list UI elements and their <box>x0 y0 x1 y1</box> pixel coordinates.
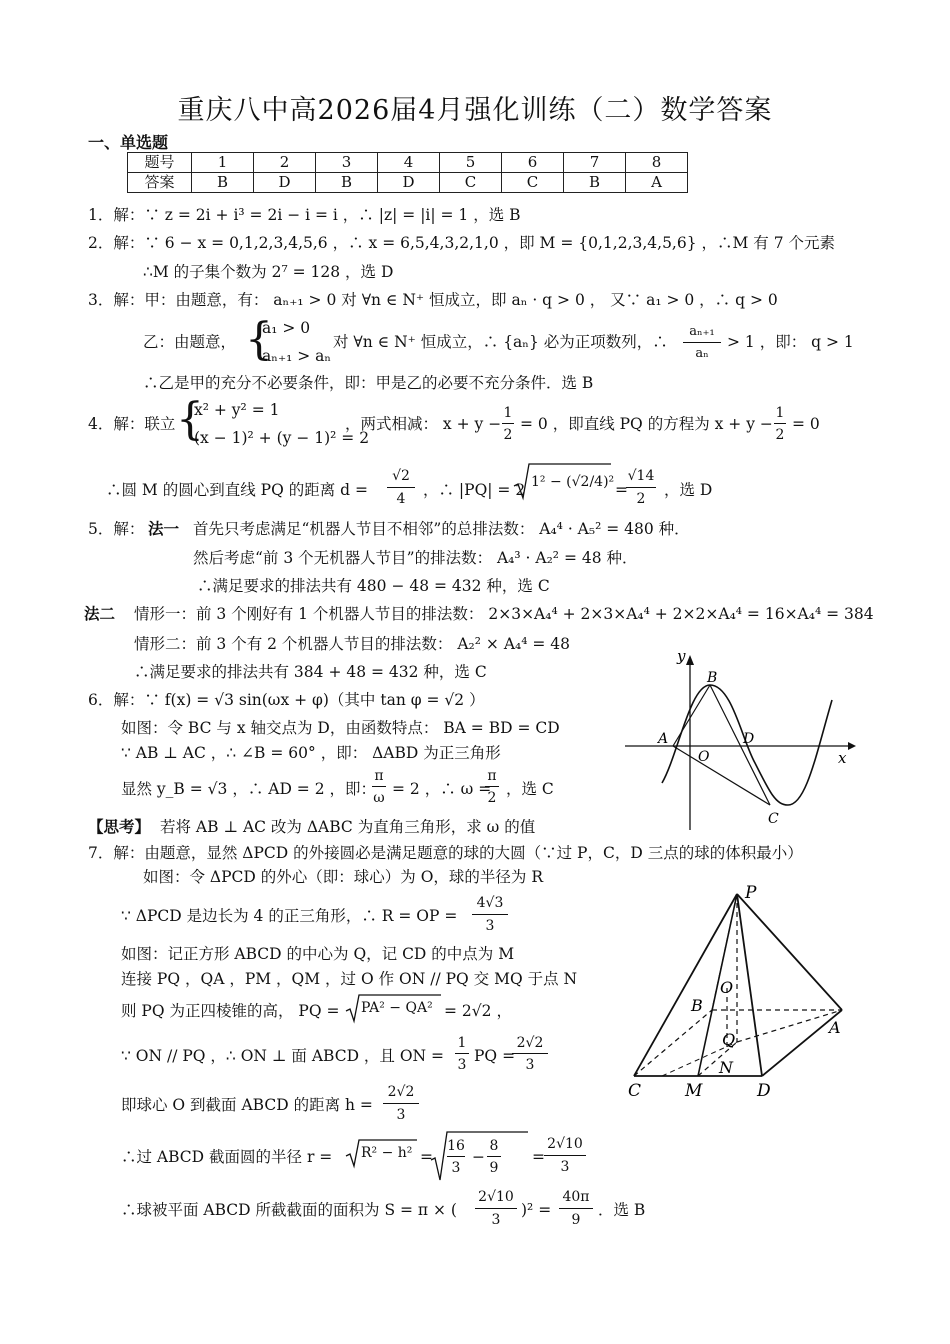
method-two-label: 法二 <box>84 604 116 623</box>
fraction-denominator: 2 <box>775 427 785 443</box>
q7-line-10-pre: ∴球被平面 ABCD 所截截面的面积为 S = π × ( <box>121 1201 457 1219</box>
q7-line-6-end: = 2√2 ， <box>444 1002 512 1020</box>
fraction-denominator: 9 <box>571 1212 581 1228</box>
q7-line-9-pre: ∴过 ABCD 截面圆的半径 r = <box>121 1148 333 1166</box>
label-x: x <box>838 749 847 767</box>
fraction-numerator: 2√2 <box>516 1035 544 1051</box>
q1-line: 1．解：∵ z = 2i + i³ = 2i − i = i ，∴ |z| = |i| = 1 ，选 B <box>88 206 521 224</box>
fraction-numerator: √14 <box>627 468 655 484</box>
q4-line-2-mid: ，∴ |PQ| = 2 <box>423 481 526 499</box>
fraction-bar <box>559 1208 593 1209</box>
label-o: O <box>720 978 734 997</box>
q6-line-5: 若将 AB ⊥ AC 改为 ΔABC 为直角三角形，求 ω 的值 <box>160 818 536 836</box>
q4-system-2: (x − 1)² + (y − 1)² = 2 <box>194 429 370 447</box>
fraction-bar <box>774 423 786 424</box>
edge-pa <box>737 894 842 1010</box>
fraction-bar <box>502 423 514 424</box>
equals-sign: = <box>532 1148 545 1166</box>
q4-system-1: x² + y² = 1 <box>194 401 280 419</box>
q7-line-8-pre: 即球心 O 到截面 ABCD 的距离 h = <box>121 1096 373 1114</box>
q6-line-4-pre: 显然 y_B = √3 ，∴ AD = 2 ，即： <box>121 780 377 798</box>
fraction-numerator: 1 <box>503 405 513 421</box>
q3-line-3: ∴乙是甲的充分不必要条件，即：甲是乙的必要不充分条件．选 B <box>143 374 594 392</box>
table-cell: B <box>192 173 254 193</box>
q5-line-2: 然后考虑“前 3 个无机器人节目”的排法数： A₄³ · A₂² = 48 种． <box>193 549 638 567</box>
table-cell: D <box>254 173 316 193</box>
q5-line-5: 情形二：前 3 个有 2 个机器人节目的排法数： A₂² × A₄⁴ = 48 <box>134 635 571 653</box>
brace: { <box>245 314 273 365</box>
q5-line-6: ∴满足要求的排法共有 384 + 48 = 432 种，选 C <box>134 663 487 681</box>
fraction-bar <box>472 914 508 915</box>
fraction-bar <box>626 487 656 488</box>
fraction-denominator: 2 <box>487 790 497 806</box>
fraction-denominator: 3 <box>396 1107 406 1123</box>
q7-line-2: 如图：令 ΔPCD 的外心（即：球心）为 O，球的半径为 R <box>143 868 543 886</box>
fraction-denominator: 3 <box>525 1057 535 1073</box>
label-o: O <box>698 749 710 765</box>
label-a: A <box>829 1018 841 1037</box>
fraction-numerator: 2√10 <box>478 1189 514 1205</box>
label-p: P <box>745 883 757 903</box>
q7-line-1: 7．解：由题意，显然 ΔPCD 的外接圆必是满足题意的球的大圆（∵过 P，C，D 三点的球的体积最小） <box>88 844 803 862</box>
q3-system-1: a₁ > 0 <box>262 319 311 337</box>
fraction-bar <box>387 487 415 488</box>
q4-line-1-pre: 4．解：联立 <box>88 415 176 433</box>
sine-graph-figure <box>620 645 860 835</box>
q6-line-2: 如图：令 BC 与 x 轴交点为 D，由函数特点： BA = BD = CD <box>121 719 560 737</box>
q2-line-1: 2．解：∵ 6 − x = 0,1,2,3,4,5,6 ，∴ x = 6,5,4,3,2,1,0 ，即 M = {0,1,2,3,4,5,6} ，∴M 有 7 个元素 <box>88 234 836 252</box>
label-q: Q <box>722 1030 736 1049</box>
fraction-numerator: 4√3 <box>476 895 504 911</box>
x-axis-arrow <box>848 742 856 750</box>
fraction-numerator: 8 <box>489 1138 499 1154</box>
fraction-denominator: 9 <box>489 1160 499 1176</box>
fraction-denominator: aₙ <box>695 346 709 361</box>
equals-sign: = <box>615 481 628 499</box>
fraction-numerator: 40π <box>562 1189 590 1205</box>
q3-line-2-pre: 乙：由题意， <box>143 333 237 351</box>
segment-ab <box>673 685 710 746</box>
label-n: N <box>719 1058 733 1077</box>
fraction-denominator: 2 <box>636 491 646 507</box>
answer-table-row-numbers <box>128 153 688 173</box>
q7-line-5: 连接 PQ ，QA ，PM ，QM ，过 O 作 ON // PQ 交 MQ 于点 N <box>121 970 578 988</box>
q7-line-4: 如图：记正方形 ABCD 的中心为 Q，记 CD 的中点为 M <box>121 945 515 963</box>
q7-line-6-pre: 则 PQ 为正四棱锥的高， PQ = <box>121 1002 340 1020</box>
q7-line-3-pre: ∵ ΔPCD 是边长为 4 的正三角形，∴ R = OP = <box>121 907 458 925</box>
answer-table-header: 答案 <box>128 173 192 193</box>
fraction-numerator: 1 <box>775 405 785 421</box>
y-axis-arrow <box>686 655 694 665</box>
q4-line-2-pre: ∴圆 M 的圆心到直线 PQ 的距离 d = <box>106 481 368 499</box>
q3-line-2-post: 对 ∀n ∈ N⁺ 恒成立，∴ {aₙ} 必为正项数列，∴ <box>333 333 668 351</box>
think-tag: 【思考】 <box>88 817 151 836</box>
pyramid-figure <box>622 880 862 1105</box>
table-cell: 5 <box>440 153 502 173</box>
fraction-bar <box>485 786 499 787</box>
q4-line-1-mid: = 0 ，即直线 PQ 的方程为 x + y − <box>520 415 773 433</box>
fraction-bar <box>383 1103 419 1104</box>
q4-line-1-end: = 0 <box>792 415 820 433</box>
section-heading: 一、单选题 <box>88 133 169 152</box>
q4-line-1-post: ，两式相减： x + y − <box>345 415 502 433</box>
label-y: y <box>677 647 686 665</box>
page-title: 重庆八中高2026届4月强化训练（二）数学答案 <box>177 95 773 126</box>
table-cell: C <box>440 173 502 193</box>
q3-line-2-tail: > 1 ，即： q > 1 <box>727 333 854 351</box>
label-b: B <box>707 670 718 686</box>
edge-pd <box>737 894 762 1076</box>
q7-line-7-mid: PQ = <box>474 1047 516 1065</box>
fraction-bar <box>447 1156 465 1157</box>
table-cell: A <box>626 173 688 193</box>
q3-line-1: 3．解：甲：由题意，有： aₙ₊₁ > 0 对 ∀n ∈ N⁺ 恒成立，即 aₙ · q > 0 ， 又∵ a₁ > 0 ，∴ q > 0 <box>88 291 778 309</box>
table-cell: 2 <box>254 153 316 173</box>
radicand: R² − h² <box>361 1145 413 1161</box>
fraction-denominator: 4 <box>396 491 406 507</box>
fraction-numerator: π <box>374 768 384 784</box>
fraction-bar <box>372 786 386 787</box>
fraction-numerator: 2√10 <box>547 1136 583 1152</box>
q5-line-1: 首先只考虑满足“机器人节目不相邻”的总排法数： A₄⁴ · A₅² = 480 种． <box>193 520 690 538</box>
table-cell: 1 <box>192 153 254 173</box>
q7-line-10-end: ．选 B <box>598 1201 646 1219</box>
fraction-numerator: aₙ₊₁ <box>689 324 715 339</box>
label-c: C <box>768 811 779 827</box>
fraction-denominator: 2 <box>503 427 513 443</box>
radicand: PA² − QA² <box>361 1000 433 1016</box>
fraction-numerator: 16 <box>447 1138 465 1154</box>
q6-line-3: ∵ AB ⊥ AC ，∴ ∠B = 60° ，即： ΔABD 为正三角形 <box>121 744 501 762</box>
table-cell: B <box>564 173 626 193</box>
fraction-denominator: 3 <box>491 1212 501 1228</box>
table-cell: 8 <box>626 153 688 173</box>
fraction-bar <box>512 1053 548 1054</box>
answer-table-row-answers <box>128 173 688 193</box>
fraction-bar <box>683 342 721 343</box>
q5-line-3: ∴满足要求的排法共有 480 − 48 = 432 种，选 C <box>197 577 550 595</box>
q6-line-4-end: ，选 C <box>506 780 554 798</box>
table-cell: 6 <box>502 153 564 173</box>
fraction-bar <box>455 1053 469 1054</box>
label-c: C <box>628 1081 642 1101</box>
fraction-bar <box>475 1208 517 1209</box>
q4-line-2-end: ，选 D <box>664 481 713 499</box>
table-cell: C <box>502 173 564 193</box>
fraction-denominator: 3 <box>451 1160 461 1176</box>
label-m: M <box>685 1081 703 1101</box>
q2-line-2: ∴M 的子集个数为 2⁷ = 128 ，选 D <box>143 263 394 281</box>
fraction-numerator: 1 <box>457 1035 467 1051</box>
table-cell: 7 <box>564 153 626 173</box>
q7-line-7-pre: ∵ ON // PQ ，∴ ON ⊥ 面 ABCD ，且 ON = <box>121 1047 445 1065</box>
table-cell: 4 <box>378 153 440 173</box>
method-one-label: 法一 <box>148 519 180 538</box>
q5-label: 5．解： <box>88 520 145 538</box>
brace: { <box>176 394 204 445</box>
minus-sign: − <box>472 1148 485 1166</box>
fraction-denominator: 3 <box>485 918 495 934</box>
radicand: 1² − (√2/4)² <box>531 474 615 490</box>
q6-line-4-mid: = 2 ，∴ ω = <box>392 780 492 798</box>
fraction-numerator: π <box>487 768 497 784</box>
equals-sign: = <box>420 1148 433 1166</box>
q3-system-2: aₙ₊₁ > aₙ <box>262 347 332 365</box>
fraction-denominator: ω <box>373 790 385 806</box>
answer-table <box>127 152 688 193</box>
answer-table-header: 题号 <box>128 153 192 173</box>
table-cell: B <box>316 173 378 193</box>
fraction-numerator: 2√2 <box>387 1084 415 1100</box>
q6-line-1: 6．解：∵ f(x) = √3 sin(ωx + φ)（其中 tan φ = √2 ） <box>88 691 485 709</box>
table-cell: 3 <box>316 153 378 173</box>
fraction-bar <box>544 1155 586 1156</box>
fraction-numerator: √2 <box>392 468 410 484</box>
fraction-denominator: 3 <box>457 1057 467 1073</box>
label-d: D <box>757 1081 771 1101</box>
q7-line-10-mid: )² = <box>521 1201 552 1219</box>
table-cell: D <box>378 173 440 193</box>
fraction-denominator: 3 <box>560 1159 570 1175</box>
label-d: D <box>743 731 755 747</box>
q5-line-4: 情形一：前 3 个刚好有 1 个机器人节目的排法数： 2×3×A₄⁴ + 2×3×A₄⁴ + 2×2×A₄⁴ = 16×A₄⁴ = 384 <box>134 605 874 623</box>
label-a: A <box>658 731 669 747</box>
label-b: B <box>691 996 703 1015</box>
fraction-bar <box>487 1156 501 1157</box>
